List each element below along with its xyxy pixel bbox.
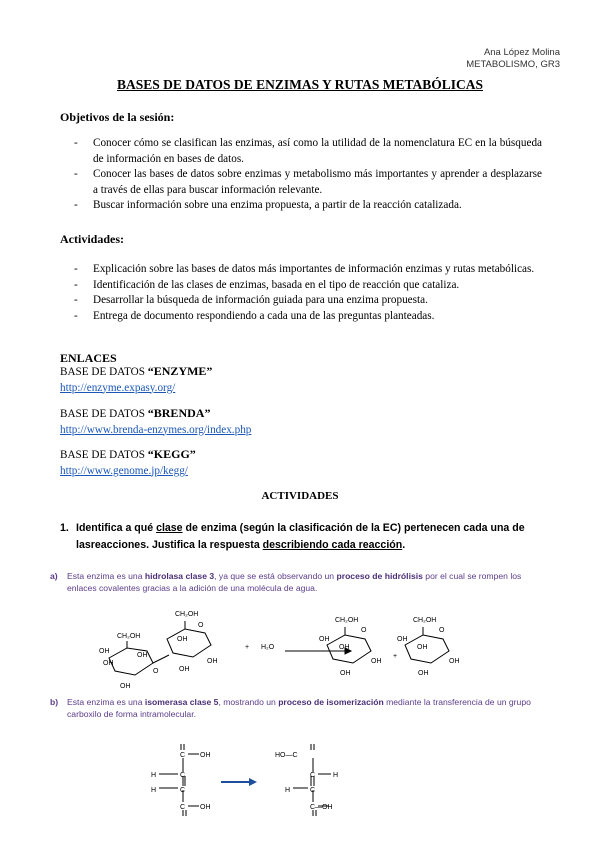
question-text: de enzima (según la clasificación de la EC) pertenecen cada una de lasreacciones. Justifica la respuesta [76,522,525,551]
label-oh: OH [120,683,131,690]
objectives-list [60,136,542,214]
label-oh: OH [340,670,351,677]
label-ho-c: HO—C [275,752,298,759]
answer-a [50,571,550,594]
objective-item: - Conocer las bases de datos sobre enzimas y metabolismo más importantes y aprender a desplazarse a través de ellas para buscar información relevante. [60,167,542,198]
enzyme-url-link[interactable]: http://enzyme.expasy.org/ [60,381,176,394]
activity-item: - Entrega de documento respondiendo a cada una de las preguntas planteadas. [60,309,542,325]
answer-text: Esta enzima es una [67,697,145,707]
isomerization-reaction-diagram [145,740,365,818]
answer-text: por el cual se rompen los enlaces covalentes gracias a la adición de una molécula de agua. [67,571,522,593]
answer-bold: proceso de hidrólisis [336,571,423,581]
label-oh: OH [449,658,460,665]
label-oh: OH [319,636,330,643]
link-prefix: BASE DE DATOS [60,366,148,378]
answer-letter: a) [50,571,58,581]
answer-text: mediante la transferencia de un grupo carboxilo de forma intramolecular. [67,697,531,719]
label-plus: + [393,653,398,660]
label-plus: + [245,644,250,651]
answer-text: , mostrando un [218,697,279,707]
activities-heading: Actividades: [60,232,124,246]
label-h: H [285,787,291,794]
label-water: H₂O [261,644,275,651]
label-oh: OH [371,658,382,665]
right-glucose-ring [167,629,211,657]
answer-bold: hidrolasa clase 3 [144,571,215,581]
label-oh: OH [137,652,148,659]
label-oh: OH [103,660,114,667]
label-oh: OH [417,644,428,651]
label-c: C [180,787,186,794]
label-oh: OH [397,636,408,643]
link-kegg [60,447,196,479]
database-name: “ENZYME” [147,364,213,378]
activity-item: - Identificación de las clases de enzimas, basada en el tipo de reacción que cataliza. [60,278,542,294]
answer-b [50,697,550,720]
author-name: Ana López Molina [483,47,560,58]
label-c: C [310,787,316,794]
activity-item: - Desarrollar la búsqueda de información guiada para una enzima propuesta. [60,293,542,309]
label-oh: OH [207,658,218,665]
kegg-url-link[interactable]: http://www.genome.jp/kegg/ [60,464,188,477]
link-brenda [60,406,251,438]
page-header [466,47,560,71]
question-clase-word: clase [156,522,183,534]
link-prefix: BASE DE DATOS [60,408,148,420]
objective-item: - Buscar información sobre una enzima propuesta, a partir de la reacción catalizada. [60,198,542,214]
label-oh: OH [99,648,110,655]
label-c: C [180,772,186,779]
activities-section-title: ACTIVIDADES [261,490,339,502]
database-name: “KEGG” [147,447,196,461]
label-o: O [361,627,367,634]
objective-item: - Conocer cómo se clasifican las enzimas, así como la utilidad de la nomenclatura EC en la búsqueda de información en bases de datos. [60,136,542,167]
label-oh: OH [177,636,188,643]
label-c: C [310,772,316,779]
answer-bold: proceso de isomerización [278,697,384,707]
answer-text: Esta enzima es una [67,571,145,581]
link-prefix: BASE DE DATOS [60,449,148,461]
label-ch2oh: CH₂OH [413,617,437,624]
answer-text: , ya que se está observando un [214,571,337,581]
label-ch2oh: CH₂OH [117,633,141,640]
link-enzyme [60,364,212,396]
hydrolysis-reaction-diagram [95,603,515,695]
question-end: . [402,539,406,551]
question-1 [60,520,540,554]
question-number: 1. [60,522,69,534]
label-h: H [151,787,157,794]
activity-item: - Explicación sobre las bases de datos más importantes de información enzimas y rutas metabólicas. [60,262,542,278]
reaction-arrowhead [249,778,257,786]
question-underlined: describiendo cada reacción [262,539,403,551]
question-text: Identifica a qué [76,522,157,534]
database-name: “BRENDA” [147,406,211,420]
objectives-heading: Objetivos de la sesión: [60,110,175,124]
label-ch2oh: CH₂OH [175,611,199,618]
label-o: O [198,622,204,629]
label-oh: OH [200,752,211,759]
label-c: C [180,804,186,811]
activities-list [60,262,542,324]
label-oh: OH [418,670,429,677]
label-oh: OH [339,644,350,651]
label-oh: OH [200,804,211,811]
label-h: H [333,772,339,779]
label-h: H [151,772,157,779]
label-ch2oh: CH₂OH [335,617,359,624]
label-c: C [180,752,186,759]
links-heading: ENLACES [60,351,117,365]
answer-letter: b) [50,697,59,707]
label-c-oh: C—OH [310,804,333,811]
answer-bold: isomerasa clase 5 [144,697,219,707]
label-oh: OH [179,666,190,673]
label-o: O [439,627,445,634]
brenda-url-link[interactable]: http://www.brenda-enzymes.org/index.php [60,423,252,436]
document-title: BASES DE DATOS DE ENZIMAS Y RUTAS METABÓLICAS [117,77,483,92]
course-name: METABOLISMO, GR3 [466,59,560,70]
label-o: O [153,668,159,675]
